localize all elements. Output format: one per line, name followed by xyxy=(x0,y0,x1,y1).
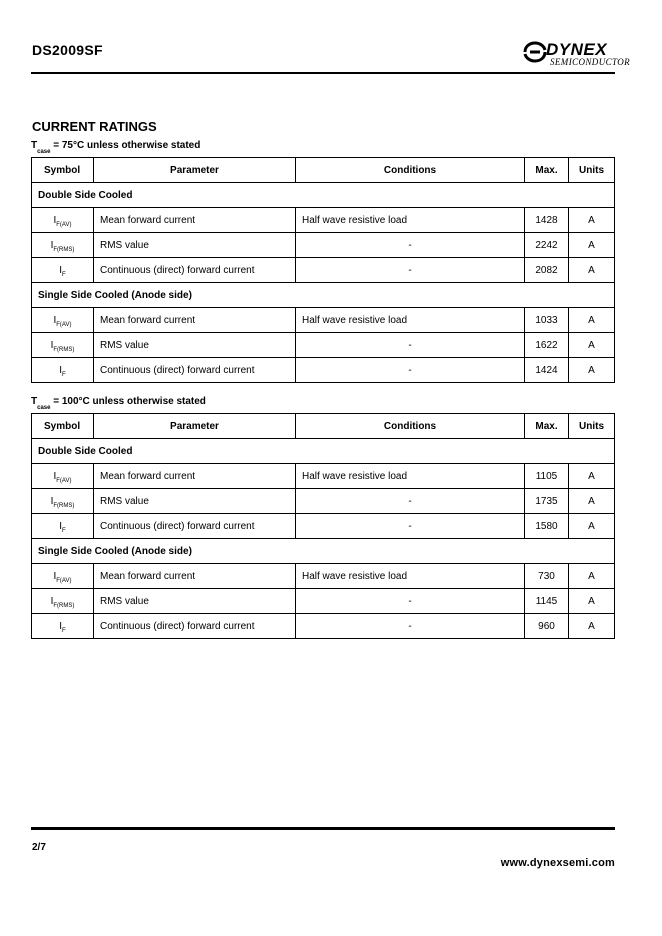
conditions-cell: Half wave resistive load xyxy=(296,464,525,489)
max-cell: 1735 xyxy=(525,489,569,514)
footer-rule xyxy=(31,827,615,830)
col-symbol: Symbol xyxy=(32,414,94,439)
unit-cell: A xyxy=(569,333,615,358)
parameter-cell: Mean forward current xyxy=(94,308,296,333)
symbol-cell: $I_{F(RMS)}$ xyxy=(32,489,94,514)
dynex-logo-icon xyxy=(522,41,548,63)
max-cell: 2082 xyxy=(525,258,569,283)
page-number: 2/7 xyxy=(32,842,46,853)
group-row xyxy=(32,183,615,208)
max-cell: 1105 xyxy=(525,464,569,489)
col-symbol: Symbol xyxy=(32,158,94,183)
website-link[interactable]: www.dynexsemi.com xyxy=(500,857,615,869)
parameter-cell: RMS value xyxy=(94,233,296,258)
conditions-cell: - xyxy=(296,233,525,258)
current-ratings-table-1 xyxy=(31,157,615,383)
col-parameter: Parameter xyxy=(94,158,296,183)
table-row xyxy=(32,208,615,233)
group-title: Single Side Cooled (Anode side) xyxy=(32,283,615,308)
parameter-cell: Continuous (direct) forward current xyxy=(94,514,296,539)
parameter-cell: Mean forward current xyxy=(94,564,296,589)
table-condition-1: $T_{case} = 75^\circ C$ unless otherwise stated xyxy=(31,140,201,155)
document-code: DS2009SF xyxy=(32,42,103,58)
table-row xyxy=(32,514,615,539)
group-row xyxy=(32,283,615,308)
company-logo xyxy=(522,40,631,70)
table-row xyxy=(32,589,615,614)
table-header-row xyxy=(32,158,615,183)
parameter-cell: Continuous (direct) forward current xyxy=(94,614,296,639)
unit-cell: A xyxy=(569,564,615,589)
symbol-cell: $I_{F(AV)}$ xyxy=(32,208,94,233)
table-row xyxy=(32,464,615,489)
col-max: Max. xyxy=(525,158,569,183)
group-title: Double Side Cooled xyxy=(32,439,615,464)
unit-cell: A xyxy=(569,514,615,539)
col-conditions: Conditions xyxy=(296,414,525,439)
table-row xyxy=(32,233,615,258)
symbol-cell: $I_F$ xyxy=(32,514,94,539)
parameter-cell: Continuous (direct) forward current xyxy=(94,358,296,383)
table-row xyxy=(32,358,615,383)
table-condition-2: $T_{case} = 100^\circ C$ unless otherwise stated xyxy=(31,396,206,411)
table-row xyxy=(32,489,615,514)
parameter-cell: RMS value xyxy=(94,489,296,514)
symbol-cell: $I_{F(AV)}$ xyxy=(32,464,94,489)
conditions-cell: - xyxy=(296,258,525,283)
col-max: Max. xyxy=(525,414,569,439)
unit-cell: A xyxy=(569,589,615,614)
parameter-cell: Continuous (direct) forward current xyxy=(94,258,296,283)
unit-cell: A xyxy=(569,489,615,514)
col-parameter: Parameter xyxy=(94,414,296,439)
unit-cell: A xyxy=(569,614,615,639)
unit-cell: A xyxy=(569,233,615,258)
parameter-cell: RMS value xyxy=(94,333,296,358)
conditions-cell: - xyxy=(296,614,525,639)
logo-brand: DYNEX xyxy=(546,40,608,59)
max-cell: 1424 xyxy=(525,358,569,383)
unit-cell: A xyxy=(569,258,615,283)
group-title: Double Side Cooled xyxy=(32,183,615,208)
parameter-cell: Mean forward current xyxy=(94,464,296,489)
table-row xyxy=(32,564,615,589)
symbol-cell: $I_{F(AV)}$ xyxy=(32,564,94,589)
col-units: Units xyxy=(569,414,615,439)
group-row xyxy=(32,539,615,564)
symbol-cell: $I_{F(AV)}$ xyxy=(32,308,94,333)
parameter-cell: RMS value xyxy=(94,589,296,614)
current-ratings-table-2 xyxy=(31,413,615,639)
max-cell: 1145 xyxy=(525,589,569,614)
conditions-cell: - xyxy=(296,514,525,539)
table-row xyxy=(32,333,615,358)
col-conditions: Conditions xyxy=(296,158,525,183)
conditions-cell: - xyxy=(296,358,525,383)
max-cell: 1428 xyxy=(525,208,569,233)
conditions-cell: - xyxy=(296,589,525,614)
table-row xyxy=(32,614,615,639)
symbol-cell: $I_{F(RMS)}$ xyxy=(32,589,94,614)
unit-cell: A xyxy=(569,208,615,233)
max-cell: 960 xyxy=(525,614,569,639)
group-title: Single Side Cooled (Anode side) xyxy=(32,539,615,564)
conditions-cell: - xyxy=(296,333,525,358)
max-cell: 2242 xyxy=(525,233,569,258)
unit-cell: A xyxy=(569,464,615,489)
parameter-cell: Mean forward current xyxy=(94,208,296,233)
symbol-cell: $I_F$ xyxy=(32,358,94,383)
table-header-row xyxy=(32,414,615,439)
unit-cell: A xyxy=(569,308,615,333)
section-title: CURRENT RATINGS xyxy=(32,119,157,134)
symbol-cell: $I_{F(RMS)}$ xyxy=(32,233,94,258)
max-cell: 1622 xyxy=(525,333,569,358)
symbol-cell: $I_F$ xyxy=(32,614,94,639)
logo-subtitle: SEMICONDUCTOR xyxy=(550,57,631,67)
max-cell: 1580 xyxy=(525,514,569,539)
col-units: Units xyxy=(569,158,615,183)
header-rule xyxy=(31,72,615,74)
symbol-cell: $I_F$ xyxy=(32,258,94,283)
max-cell: 730 xyxy=(525,564,569,589)
max-cell: 1033 xyxy=(525,308,569,333)
group-row xyxy=(32,439,615,464)
conditions-cell: - xyxy=(296,489,525,514)
conditions-cell: Half wave resistive load xyxy=(296,208,525,233)
conditions-cell: Half wave resistive load xyxy=(296,564,525,589)
table-row xyxy=(32,258,615,283)
conditions-cell: Half wave resistive load xyxy=(296,308,525,333)
table-row xyxy=(32,308,615,333)
symbol-cell: $I_{F(RMS)}$ xyxy=(32,333,94,358)
unit-cell: A xyxy=(569,358,615,383)
